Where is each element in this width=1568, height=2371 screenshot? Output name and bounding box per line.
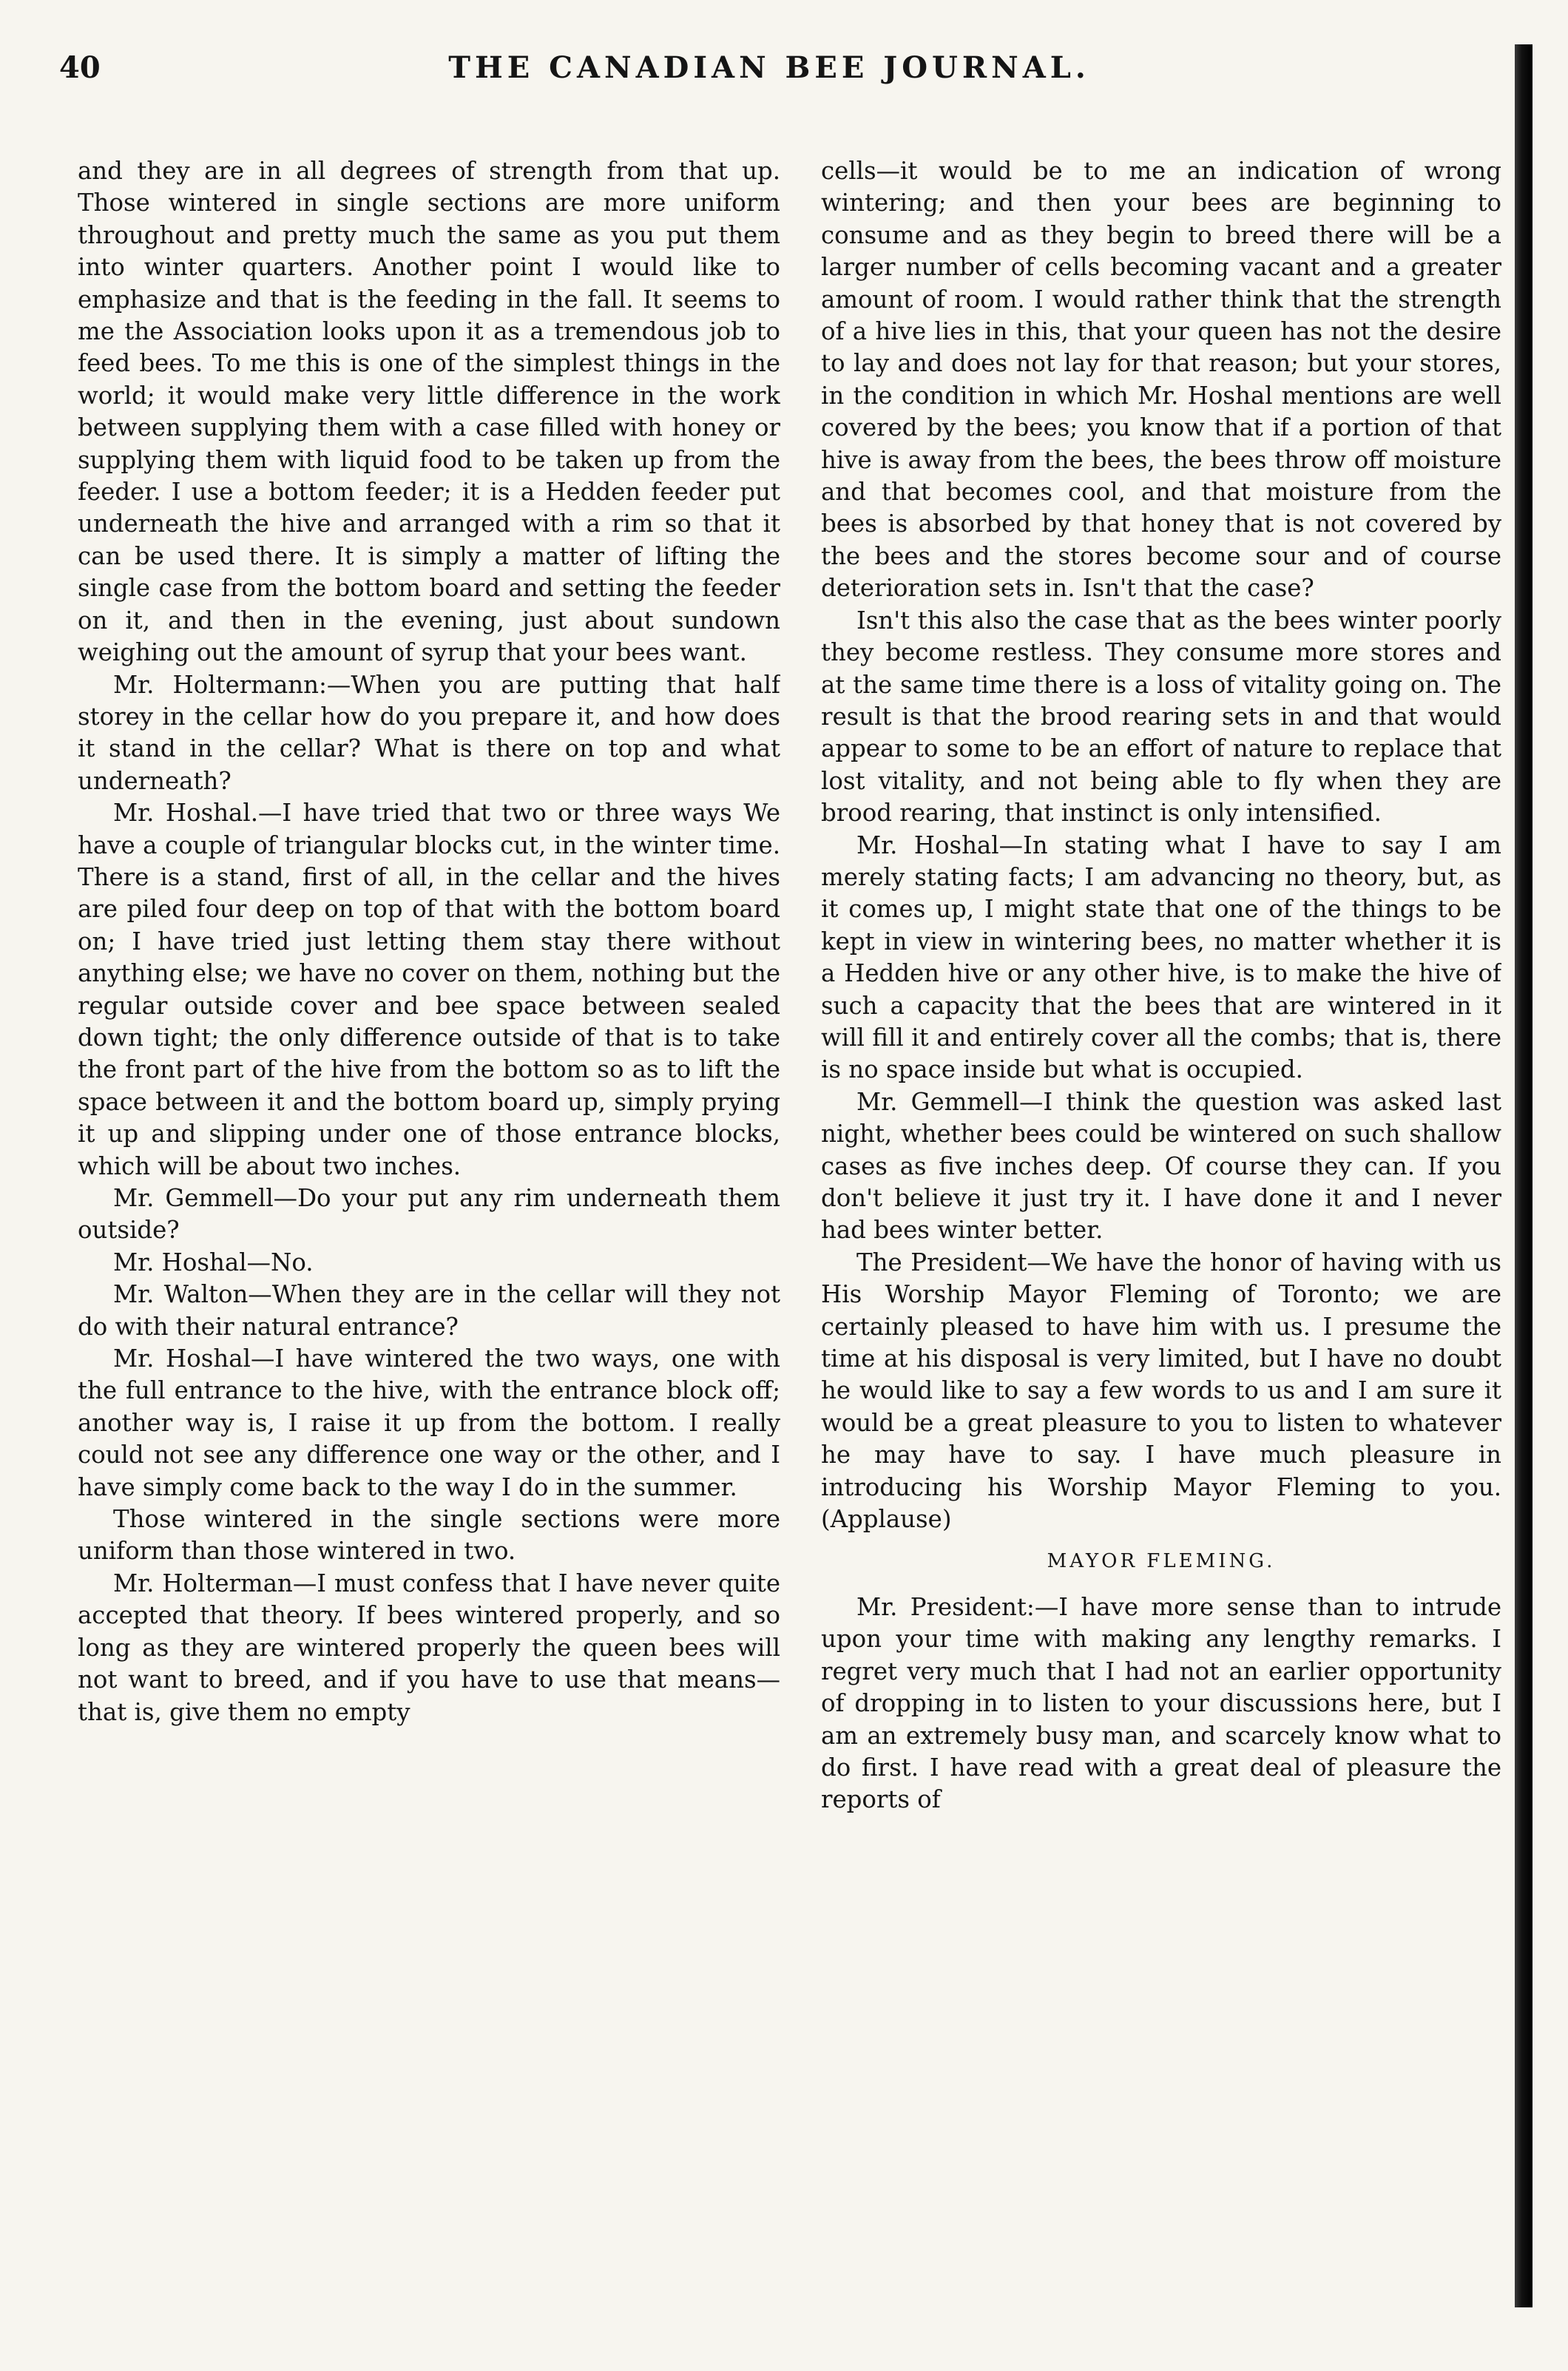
paragraph: and they are in all degrees of strength from that up. Those wintered in single sections are more uniform throughout and pretty much the same as you put them into winter quarters. Another point I would like to emphasize and that is the feeding in the fall. It seems to me the Association looks upon it as a tremendous job to feed bees. To me this is one of the simplest things in the world; it would make very little difference in the work between supplying them with a case filled with honey or supplying them with liquid food to be taken up from the feeder. I use a bottom feeder; it is a Hedden feeder put underneath the hive and arranged with a rim so that it can be used there. It is simply a matter of lifting the single case from the bottom board and setting the feeder on it, and then in the evening, just about sundown weighing out the amount of syrup that your bees want. bbox=[78, 157, 780, 667]
page-header bbox=[59, 50, 1479, 95]
paragraph: Mr. Walton—When they are in the cellar will they not do with their natural entrance? bbox=[78, 1280, 780, 1341]
paragraph: Mr. Hoshal—In stating what I have to say I am merely stating facts; I am advancing no theory, but, as it comes up, I might state that one of the things to be kept in view in wintering bees, no matter whether it is a Hedden hive or any other hive, is to make the hive of such a capacity that the bees that are wintered in it will fill it and entirely cover all the combs; that is, there is no space inside but what is occupied. bbox=[821, 831, 1501, 1084]
right-column bbox=[821, 155, 1501, 2315]
paragraph: Mr. Hoshal—No. bbox=[113, 1248, 314, 1276]
paragraph: Isn't this also the case that as the bees winter poorly they become restless. They consume more stores and at the same time there is a loss of vitality going on. The result is that the brood rearing sets in and that would appear to some to be an effort of nature to replace that lost vitality, and not being able to fly when they are brood rearing, that instinct is only intensified. bbox=[821, 606, 1501, 828]
paragraph: Mr. Holterman—I must confess that I have never quite accepted that theory. If bees wintered properly, and so long as they are wintered properly the queen bees will not want to breed, and if you have to use that means—that is, give them no empty bbox=[78, 1569, 780, 1726]
paragraph: Those wintered in the single sections were more uniform than those wintered in two. bbox=[78, 1505, 780, 1566]
paragraph: Mr. Gemmell—I think the question was asked last night, whether bees could be wintered on such shallow cases as five inches deep. Of course they can. If you don't believe it just try it. I have done it and I never had bees winter better. bbox=[821, 1087, 1501, 1245]
paragraph: The President—We have the honor of having with us His Worship Mayor Fleming of Toronto; we are certainly pleased to have him with us. I presume the time at his disposal is very limited, but I have no doubt he would like to say a few words to us and I am sure it would be a great pleasure to you to listen to whatever he may have to say. I have much pleasure in introducing his Worship Mayor Fleming to you. (Applause) bbox=[821, 1248, 1501, 1534]
paragraph: cells—it would be to me an indication of wrong wintering; and then your bees are beginning to consume and as they begin to breed there will be a larger number of cells becoming vacant and a greater amount of room. I would rather think that the strength of a hive lies in this, that your queen has not the desire to lay and does not lay for that reason; but your stores, in the condition in which Mr. Hoshal mentions are well covered by the bees; you know that if a portion of that hive is away from the bees, the bees throw off moisture and that becomes cool, and that moisture from the bees is absorbed by that honey that is not covered by the bees and the stores become sour and of course deterioration sets in. Isn't that the case? bbox=[821, 157, 1501, 603]
paragraph: Mr. Gemmell—Do your put any rim underneath them outside? bbox=[78, 1184, 780, 1245]
paragraph: Mr. Hoshal.—I have tried that two or three ways We have a couple of triangular blocks cut, in the winter time. There is a stand, first of all, in the cellar and the hives are piled four deep on top of that with the bottom board on; I have tried just letting them stay there without anything else; we have no cover on them, nothing but the regular outside cover and bee space between sealed down tight; the only difference outside of that is to take the front part of the hive from the bottom so as to lift the space between it and the bottom board up, simply prying it up and slipping under one of those entrance blocks, which will be about two inches. bbox=[78, 799, 780, 1180]
paragraph: Mr. Hoshal—I have wintered the two ways, one with the full entrance to the hive, with the entrance block off; another way is, I raise it up from the bottom. I really could not see any difference one way or the other, and I have simply come back to the way I do in the summer. bbox=[78, 1345, 780, 1501]
page-edge-shadow bbox=[1515, 44, 1532, 2307]
journal-title: THE CANADIAN BEE JOURNAL. bbox=[448, 50, 1090, 85]
page-number: 40 bbox=[59, 50, 101, 85]
paragraph: Mr. Holtermann:—When you are putting that half storey in the cellar how do you prepare it, and how does it stand in the cellar? What is there on top and what underneath? bbox=[78, 670, 780, 795]
left-column bbox=[78, 155, 780, 2315]
paragraph: Mr. President:—I have more sense than to intrude upon your time with making any lengthy remarks. I regret very much that I had not an earlier opportunity of dropping in to listen to your discussions here, but I am an extremely busy man, and scarcely know what to do first. I have read with a great deal of pleasure the reports of bbox=[821, 1592, 1501, 1814]
section-heading: MAYOR FLEMING. bbox=[1047, 1550, 1276, 1573]
